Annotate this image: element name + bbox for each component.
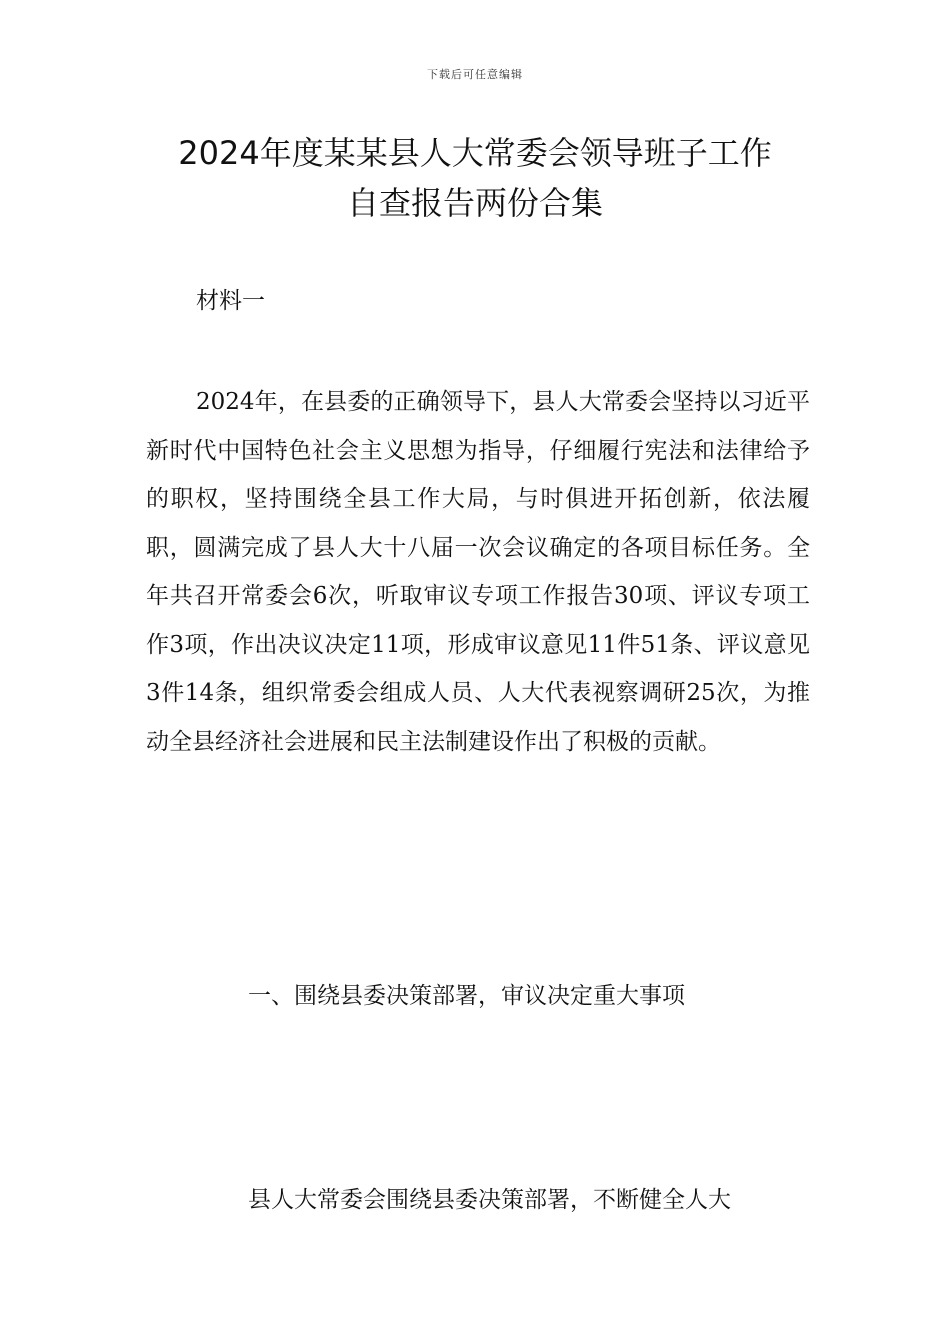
document-title — [120, 128, 830, 228]
document-title-line-2: 自查报告两份合集 — [346, 184, 603, 222]
material-label: 材料一 — [196, 288, 265, 314]
section-heading-1: 一、围绕县委决策部署，审议决定重大事项 — [248, 983, 685, 1009]
header-note: 下载后可任意编辑 — [427, 68, 523, 81]
body-paragraph-2: 县人大常委会围绕县委决策部署，不断健全人大 — [248, 1187, 731, 1213]
document-title-line-1: 2024年度某某县人大常委会领导班子工作 — [178, 134, 772, 172]
body-paragraph-1: 2024年，在县委的正确领导下，县人大常委会坚持以习近平新时代中国特色社会主义思想为指导，仔细履行宪法和法律给予的职权，坚持围绕全县工作大局，与时俱进开拓创新，依法履职，圆满完成了县人大十八届一次会议确定的各项目标任务。全年共召开常委会6次，听取审议专项工作报告30项、评议专项工作3项，作出决议决定11项，形成审议意见11件51条、评议意见3件14条，组织常委会组成人员、人大代表视察调研25次，为推动全县经济社会进展和民主法制建设作出了积极的贡献。 — [146, 389, 810, 755]
